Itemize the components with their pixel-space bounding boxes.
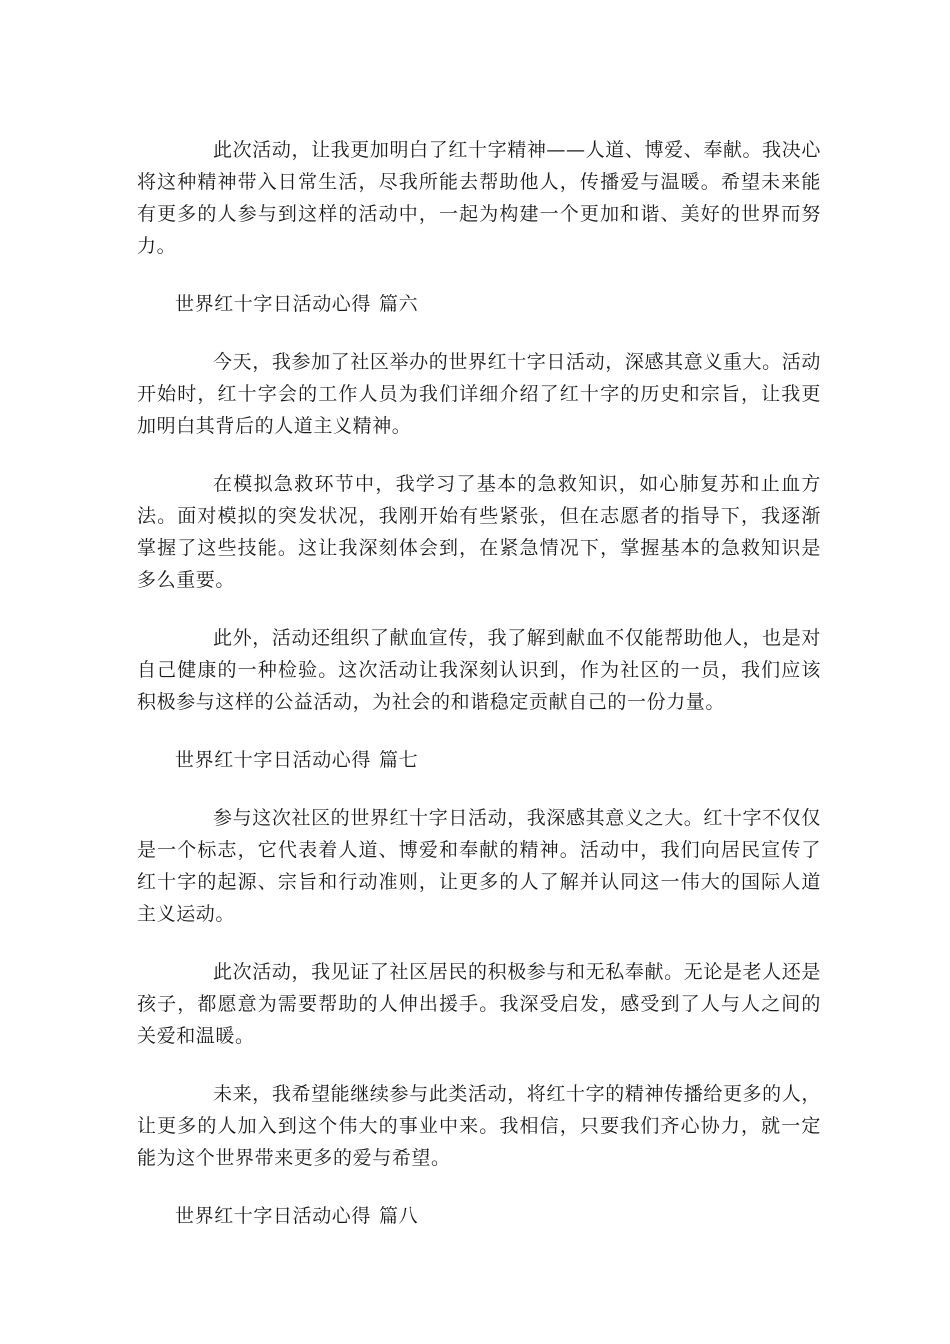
section-number: 篇八: [379, 1205, 419, 1227]
section-number: 篇六: [379, 293, 419, 315]
section-heading: [137, 744, 821, 776]
document-page: [137, 134, 821, 1258]
paragraph: 此外，活动还组织了献血宣传，我了解到献血不仅能帮助他人，也是对自己健康的一种检验。这次活动让我深刻认识到，作为社区的一员，我们应该积极参与这样的公益活动，为社会的和谐稳定贡献自己的一份力量。: [137, 627, 821, 713]
section-number: 篇七: [379, 749, 419, 771]
section-title: 世界红十字日活动心得: [175, 1205, 372, 1227]
section-heading: [137, 1200, 821, 1232]
paragraph: 今天，我参加了社区举办的世界红十字日活动，深感其意义重大。活动开始时，红十字会的工作人员为我们详细介绍了红十字的历史和宗旨，让我更加明白其背后的人道主义精神。: [137, 351, 821, 437]
paragraph: 在模拟急救环节中，我学习了基本的急救知识，如心肺复苏和止血方法。面对模拟的突发状况，我刚开始有些紧张，但在志愿者的指导下，我逐渐掌握了这些技能。这让我深刻体会到，在紧急情况下，掌握基本的急救知识是多么重要。: [137, 473, 821, 591]
paragraph: 此次活动，让我更加明白了红十字精神——人道、博爱、奉献。我决心将这种精神带入日常生活，尽我所能去帮助他人，传播爱与温暖。希望未来能有更多的人参与到这样的活动中，一起为构建一个更加和谐、美好的世界而努力。: [137, 139, 821, 257]
paragraph: 参与这次社区的世界红十字日活动，我深感其意义之大。红十字不仅仅是一个标志，它代表着人道、博爱和奉献的精神。活动中，我们向居民宣传了红十字的起源、宗旨和行动准则，让更多的人了解并认同这一伟大的国际人道主义运动。: [137, 807, 821, 925]
section-heading: [137, 288, 821, 320]
paragraph: 未来，我希望能继续参与此类活动，将红十字的精神传播给更多的人，让更多的人加入到这个伟大的事业中来。我相信，只要我们齐心协力，就一定能为这个世界带来更多的爱与希望。: [137, 1083, 821, 1169]
section-title: 世界红十字日活动心得: [175, 293, 372, 315]
paragraph: 此次活动，我见证了社区居民的积极参与和无私奉献。无论是老人还是孩子，都愿意为需要帮助的人伸出援手。我深受启发，感受到了人与人之间的关爱和温暖。: [137, 961, 821, 1047]
section-title: 世界红十字日活动心得: [175, 749, 372, 771]
